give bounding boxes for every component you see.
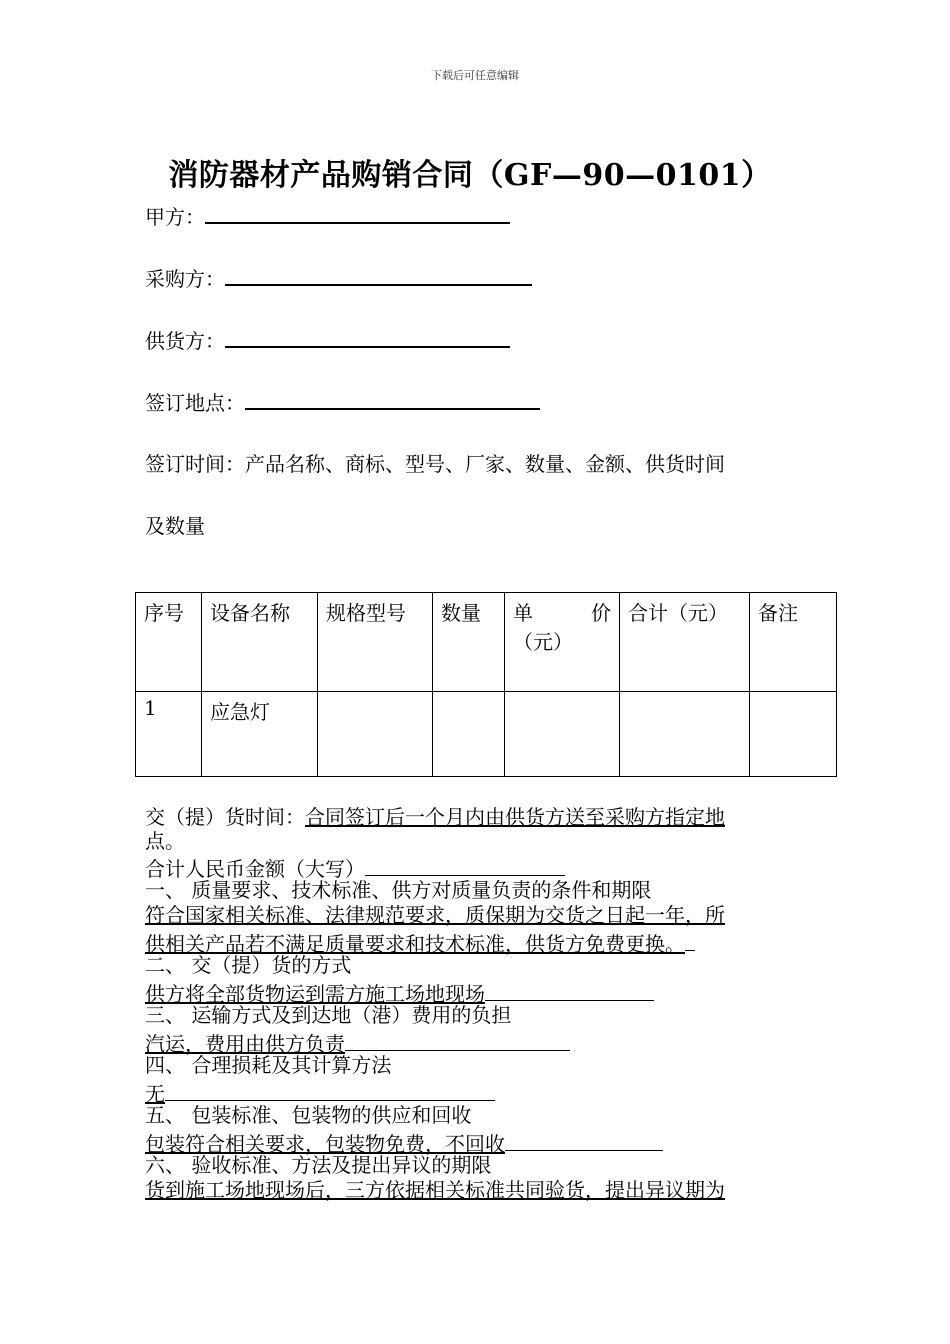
buyer-field	[145, 262, 532, 292]
header-cell: 合计（元）	[620, 593, 750, 692]
header-cell: 数量	[433, 593, 505, 692]
buyer-label: 采购方：	[145, 267, 225, 291]
section-1-fill	[685, 928, 695, 951]
section-1-title: 一、 质量要求、技术标准、供方对质量负责的条件和期限	[145, 878, 652, 902]
document-title: 消防器材产品购销合同（GF—90—0101）	[168, 158, 772, 193]
table-cell[interactable]	[505, 692, 620, 777]
section-3-text-line	[145, 1028, 570, 1056]
header-cell-unit-price	[505, 593, 620, 692]
supplier-blank[interactable]	[225, 324, 510, 348]
header-cell: 备注	[750, 593, 837, 692]
party-a-field	[145, 200, 510, 230]
equipment-table	[135, 592, 837, 777]
table-cell[interactable]	[318, 692, 433, 777]
table-cell[interactable]	[620, 692, 750, 777]
header-text: 价	[591, 601, 611, 625]
delivery-time-value: 合同签订后一个月内由供货方送至采购方指定地	[305, 805, 725, 829]
section-6-title: 六、 验收标准、方法及提出异议的期限	[145, 1153, 492, 1177]
section-1-text-2-line	[145, 928, 695, 956]
section-2-title: 二、 交（提）货的方式	[145, 953, 352, 977]
delivery-time-line-2: 点。	[145, 829, 185, 853]
section-4-title: 四、 合理损耗及其计算方法	[145, 1053, 392, 1077]
party-a-label: 甲方：	[145, 205, 205, 229]
total-amount-blank[interactable]	[365, 853, 565, 876]
header-cell: 设备名称	[202, 593, 318, 692]
header-cell: 规格型号	[318, 593, 433, 692]
section-5-text-line	[145, 1128, 663, 1156]
delivery-time-label: 交（提）货时间：	[145, 805, 305, 829]
party-a-blank[interactable]	[205, 200, 510, 224]
section-5-text: 包装符合相关要求，包装物免费，不回收	[145, 1132, 505, 1156]
table-cell[interactable]	[750, 692, 837, 777]
supplier-label: 供货方：	[145, 329, 225, 353]
section-4-text: 无	[145, 1082, 165, 1106]
section-2-fill	[485, 978, 654, 1001]
sign-time-line-1: 签订时间：产品名称、商标、型号、厂家、数量、金额、供货时间	[145, 452, 725, 476]
section-3-text: 汽运，费用由供方负责	[145, 1032, 345, 1056]
section-2-text: 供方将全部货物运到需方施工场地现场	[145, 982, 485, 1006]
header-cell: 序号	[136, 593, 202, 692]
table-header-row	[136, 593, 837, 692]
sign-place-field	[145, 386, 540, 416]
header-text: （元）	[513, 630, 573, 654]
table-cell[interactable]: 1	[136, 692, 202, 777]
delivery-time-line	[145, 805, 725, 829]
section-5-fill	[505, 1128, 663, 1151]
section-2-text-line	[145, 978, 654, 1006]
section-3-fill	[345, 1028, 570, 1051]
sign-time-line-2: 及数量	[145, 514, 205, 538]
header-text: 单	[513, 601, 533, 625]
section-4-text-line	[145, 1078, 495, 1106]
supplier-field	[145, 324, 510, 354]
table-row	[136, 692, 837, 777]
section-5-title: 五、 包装标准、包装物的供应和回收	[145, 1103, 472, 1127]
header-note: 下载后可任意编辑	[431, 69, 519, 82]
section-3-title: 三、 运输方式及到达地（港）费用的负担	[145, 1003, 512, 1027]
sign-place-label: 签订地点：	[145, 391, 245, 415]
section-4-fill	[165, 1078, 495, 1101]
table-cell[interactable]: 应急灯	[202, 692, 318, 777]
sign-place-blank[interactable]	[245, 386, 540, 410]
section-1-text-1: 符合国家相关标准、法律规范要求，质保期为交货之日起一年，所	[145, 903, 725, 927]
table-cell[interactable]	[433, 692, 505, 777]
total-amount-label: 合计人民币金额（大写）	[145, 857, 365, 881]
section-1-text-2: 供相关产品若不满足质量要求和技术标准，供货方免费更换。	[145, 932, 685, 956]
total-amount-line	[145, 853, 565, 881]
section-6-text: 货到施工场地现场后，三方依据相关标准共同验货，提出异议期为	[145, 1178, 725, 1202]
buyer-blank[interactable]	[225, 262, 532, 286]
